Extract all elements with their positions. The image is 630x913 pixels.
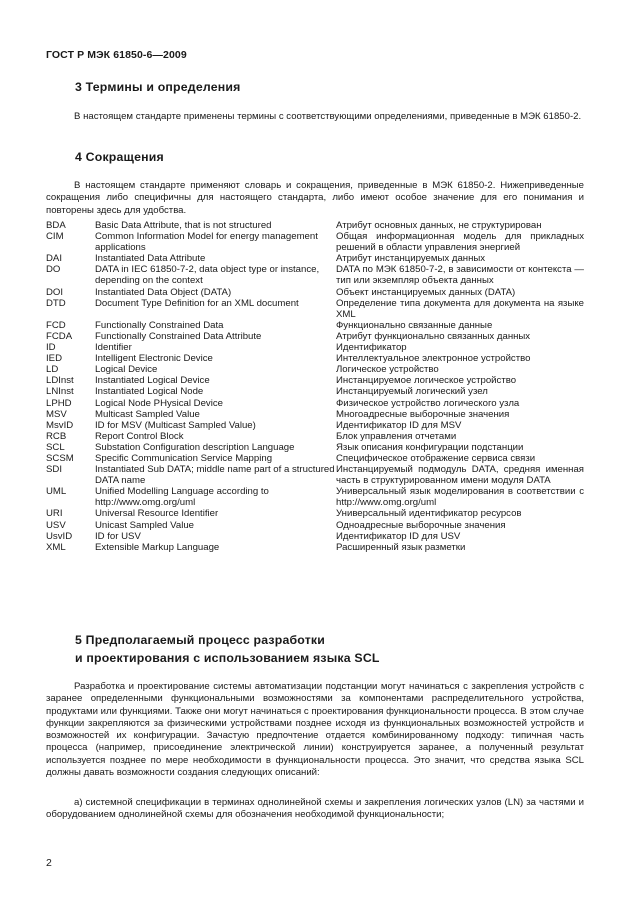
abbreviation-row xyxy=(46,431,586,442)
abbreviation-russian: Физическое устройство логического узла xyxy=(336,397,520,409)
abbreviation-row xyxy=(46,508,586,519)
abbreviation-row xyxy=(46,464,586,486)
abbreviation-russian: Функционально связанные данные xyxy=(336,319,493,331)
section-4-intro: В настоящем стандарте применяют словарь и сокращения, приведенные в МЭК 61850-2. Нижеприведенные сокращения либо специфичны для настоящего стандарта, либо имеют особое значение для его понимания и повторены здесь для удобства. xyxy=(46,180,584,216)
abbreviation-term: RCB xyxy=(46,430,67,442)
section-5-paragraph: Разработка и проектирование системы автоматизации подстанции могут начинаться с закрепления устройств с заранее определенными функциональными возможностями за компонентами распределительного устройства, продуктами или функциями. Также они могут начинаться с проектирования функциональности процесса. В этом случае функции закрепляются за физическими устройствами позднее исходя из функциональных возможностей устройств и возможностей их конфигурации. Зачастую предпочтение отдается комбинированному подходу: типичная часть процесса (например, присоединение электрической линии) конструируется заранее, а полученный результат используется позднее по мере необходимости в функциональности процесса. Это значит, что средства языка SCL должны давать возможности создания следующих описаний: xyxy=(46,681,584,779)
abbreviation-english: Instantiated Sub DATA; middle name part of a structured DATA name xyxy=(95,464,335,487)
abbreviation-english: Document Type Definition for an XML document xyxy=(95,297,299,309)
abbreviation-row xyxy=(46,220,586,231)
section-5-item-a: а) системной спецификации в терминах однолинейной схемы и закрепления логических узлов (LN) за частями и оборудованием однолинейной схемы для обозначения необходимой функциональности; xyxy=(46,797,584,821)
abbreviation-term: LDInst xyxy=(46,375,74,387)
abbreviation-row xyxy=(46,520,586,531)
abbreviation-row xyxy=(46,442,586,453)
section-5-title-line-2: и проектирования с использованием языка SCL xyxy=(75,651,380,665)
abbreviation-term: USV xyxy=(46,519,66,531)
section-3-title: 3 Термины и определения xyxy=(75,80,241,94)
abbreviation-english: ID for MSV (Multicast Sampled Value) xyxy=(95,419,256,431)
abbreviation-term: URI xyxy=(46,508,63,520)
abbreviation-term: DOI xyxy=(46,286,64,298)
abbreviation-russian: Атрибут функционально связанных данных xyxy=(336,330,531,342)
abbreviation-term: DAI xyxy=(46,253,62,265)
abbreviation-english: Unicast Sampled Value xyxy=(95,519,195,531)
abbreviation-english: Universal Resource Identifier xyxy=(95,508,219,520)
abbreviation-term: MSV xyxy=(46,408,67,420)
abbreviation-russian: Язык описания конфигурации подстанции xyxy=(336,441,524,453)
abbreviation-term: MsvID xyxy=(46,419,74,431)
abbreviation-russian: Атрибут инстанцируемых данных xyxy=(336,253,486,265)
abbreviation-english: Instantiated Data Object (DATA) xyxy=(95,286,232,298)
abbreviation-term: FCDA xyxy=(46,330,73,342)
abbreviation-term: UsvID xyxy=(46,530,73,542)
abbreviation-english: Common Information Model for energy management applications xyxy=(95,231,318,254)
abbreviation-row xyxy=(46,298,586,320)
abbreviation-row xyxy=(46,353,586,364)
abbreviation-term: LD xyxy=(46,364,59,376)
abbreviation-row xyxy=(46,231,586,253)
abbreviation-term: XML xyxy=(46,541,66,553)
abbreviation-term: BDA xyxy=(46,220,66,231)
abbreviation-english: Instantiated Data Attribute xyxy=(95,253,206,265)
abbreviation-russian: Универсальный язык моделирования в соответствии с http://www.omg.org/uml xyxy=(336,486,584,509)
abbreviation-row xyxy=(46,375,586,386)
abbreviation-row xyxy=(46,453,586,464)
abbreviation-russian: Универсальный идентификатор ресурсов xyxy=(336,508,522,520)
abbreviation-russian: Объект инстанцируемых данных (DATA) xyxy=(336,286,516,298)
abbreviation-term: DO xyxy=(46,264,61,276)
abbreviation-english: Functionally Constrained Data xyxy=(95,319,224,331)
abbreviation-term: UML xyxy=(46,486,67,498)
abbreviation-russian: Многоадресные выборочные значения xyxy=(336,408,510,420)
abbreviation-term: SDI xyxy=(46,464,62,476)
abbreviation-row xyxy=(46,253,586,264)
abbreviation-row xyxy=(46,409,586,420)
abbreviation-english: Specific Communication Service Mapping xyxy=(95,452,273,464)
abbreviation-term: SCSM xyxy=(46,452,74,464)
abbreviation-russian: Интеллектуальное электронное устройство xyxy=(336,353,531,365)
abbreviation-term: SCL xyxy=(46,441,65,453)
abbreviation-russian: Определение типа документа для документа на языке XML xyxy=(336,297,584,320)
standard-header: ГОСТ Р МЭК 61850-6—2009 xyxy=(46,49,187,61)
abbreviation-row xyxy=(46,342,586,353)
abbreviation-english: Intelligent Electronic Device xyxy=(95,353,213,365)
abbreviation-russian: DATA по МЭК 61850-7-2, в зависимости от контекста — тип или экземпляр объекта данных xyxy=(336,264,584,287)
abbreviation-term: LNInst xyxy=(46,386,74,398)
abbreviation-english: Unified Modelling Language according to http://www.omg.org/uml xyxy=(95,486,269,509)
abbreviation-russian: Расширенный язык разметки xyxy=(336,541,466,553)
abbreviation-english: Report Control Block xyxy=(95,430,184,442)
abbreviation-russian: Идентификатор xyxy=(336,342,407,354)
abbreviation-russian: Идентификатор ID для USV xyxy=(336,530,461,542)
abbreviation-row xyxy=(46,264,586,286)
abbreviation-row xyxy=(46,542,586,553)
section-4-title: 4 Сокращения xyxy=(75,150,164,164)
abbreviation-term: DTD xyxy=(46,297,66,309)
abbreviation-russian: Специфическое отображение сервиса связи xyxy=(336,452,536,464)
abbreviation-russian: Логическое устройство xyxy=(336,364,439,376)
abbreviation-english: Extensible Markup Language xyxy=(95,541,220,553)
page-number: 2 xyxy=(46,857,52,869)
section-5-title-line-1: 5 Предполагаемый процесс разработки xyxy=(75,633,326,647)
abbreviation-english: Substation Configuration description Language xyxy=(95,441,295,453)
abbreviation-english: Instantiated Logical Node xyxy=(95,386,204,398)
abbreviation-term: IED xyxy=(46,353,62,365)
abbreviation-row xyxy=(46,320,586,331)
abbreviation-list xyxy=(46,220,586,553)
abbreviation-english: Logical Node PHysical Device xyxy=(95,397,223,409)
abbreviation-russian: Блок управления отчетами xyxy=(336,430,457,442)
abbreviation-english: Functionally Constrained Data Attribute xyxy=(95,330,262,342)
abbreviation-term: CIM xyxy=(46,231,64,243)
abbreviation-russian: Одноадресные выборочные значения xyxy=(336,519,506,531)
abbreviation-russian: Идентификатор ID для MSV xyxy=(336,419,462,431)
abbreviation-row xyxy=(46,386,586,397)
abbreviation-row xyxy=(46,486,586,508)
abbreviation-english: Multicast Sampled Value xyxy=(95,408,200,420)
abbreviation-russian: Инстанцируемый логический узел xyxy=(336,386,488,398)
abbreviation-row xyxy=(46,398,586,409)
abbreviation-row xyxy=(46,364,586,375)
abbreviation-term: ID xyxy=(46,342,56,354)
abbreviation-english: Logical Device xyxy=(95,364,158,376)
abbreviation-english: Identifier xyxy=(95,342,132,354)
abbreviation-russian: Инстанцируемое логическое устройство xyxy=(336,375,517,387)
abbreviation-russian: Инстанцируемый подмодуль DATA, средняя именная часть в структурированном имени модуля DATA xyxy=(336,464,584,487)
abbreviation-row xyxy=(46,531,586,542)
abbreviation-english: Instantiated Logical Device xyxy=(95,375,210,387)
abbreviation-english: ID for USV xyxy=(95,530,141,542)
abbreviation-russian: Общая информационная модель для прикладных решений в области управления энергией xyxy=(336,231,584,254)
abbreviation-english: DATA in IEC 61850-7-2, data object type or instance, depending on the context xyxy=(95,264,320,287)
abbreviation-row xyxy=(46,287,586,298)
abbreviation-row xyxy=(46,331,586,342)
abbreviation-russian: Атрибут основных данных, не структурирован xyxy=(336,220,542,231)
abbreviation-term: LPHD xyxy=(46,397,72,409)
abbreviation-term: FCD xyxy=(46,319,66,331)
section-3-text: В настоящем стандарте применены термины с соответствующими определениями, приведенные в МЭК 61850-2. xyxy=(74,111,582,122)
abbreviation-row xyxy=(46,420,586,431)
abbreviation-english: Basic Data Attribute, that is not structured xyxy=(95,220,272,231)
